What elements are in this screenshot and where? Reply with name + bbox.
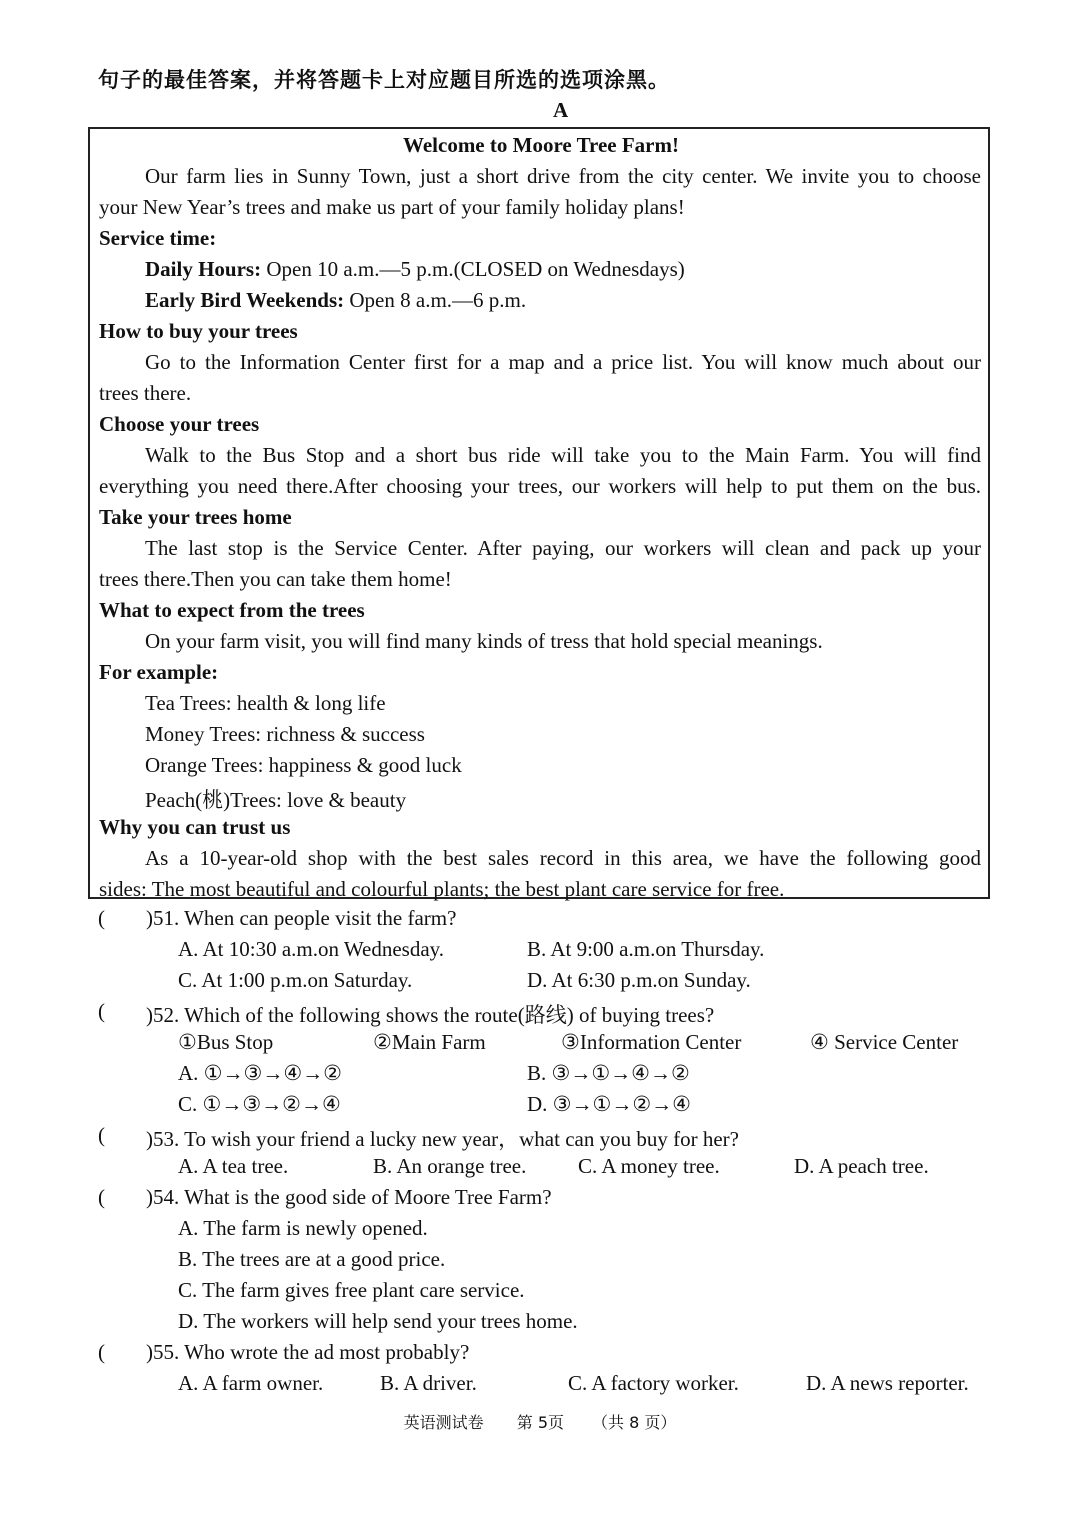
- instruction-text: 句子的最佳答案，并将答题卡上对应题目所选的选项涂黑。: [98, 68, 670, 92]
- example-heading: For example:: [99, 660, 219, 684]
- take-home-heading: Take your trees home: [99, 505, 292, 529]
- question-51-stem: )51. When can people visit the farm?: [146, 906, 457, 930]
- choose-heading: Choose your trees: [99, 412, 260, 436]
- example-item: Tea Trees: health & long life: [145, 691, 386, 715]
- question-54-stem: )54. What is the good side of Moore Tree Farm?: [146, 1185, 552, 1209]
- trust-line-2: sides: The most beautiful and colourful plants; the best plant care service for free.: [99, 877, 785, 901]
- example-item: Money Trees: richness & success: [145, 722, 425, 746]
- how-to-buy-heading: How to buy your trees: [99, 319, 298, 343]
- q54-option-c: C. The farm gives free plant care service.: [178, 1278, 525, 1302]
- q53-option-d: D. A peach tree.: [794, 1154, 929, 1178]
- q54-option-a: A. The farm is newly opened.: [178, 1216, 428, 1240]
- question-55-stem: )55. Who wrote the ad most probably?: [146, 1340, 470, 1364]
- daily-hours: [145, 257, 685, 282]
- q53-option-a: A. A tea tree.: [178, 1154, 289, 1178]
- q54-option-b: B. The trees are at a good price.: [178, 1247, 446, 1271]
- q52-item-bus-stop: ①Bus Stop: [178, 1030, 274, 1054]
- answer-blank-55: (: [98, 1340, 105, 1364]
- trust-line-1: As a 10-year-old shop with the best sales record in this area, we have the following good: [145, 846, 981, 870]
- expect-line-1: On your farm visit, you will find many kinds of tress that hold special meanings.: [145, 629, 823, 653]
- q52-option-d: D. ③→①→②→④: [527, 1092, 691, 1116]
- answer-blank-54: (: [98, 1185, 105, 1209]
- q53-option-b: B. An orange tree.: [373, 1154, 527, 1178]
- footer-subject: 英语测试卷: [403, 1413, 484, 1432]
- example-item: Orange Trees: happiness & good luck: [145, 753, 462, 777]
- ad-title: Welcome to Moore Tree Farm!: [403, 133, 679, 157]
- expect-heading: What to expect from the trees: [99, 598, 365, 622]
- early-bird: [145, 288, 526, 313]
- q52-option-b: B. ③→①→④→②: [527, 1061, 690, 1085]
- q52-option-c: C. ①→③→②→④: [178, 1092, 341, 1116]
- how-to-buy-line-2: trees there.: [99, 381, 192, 405]
- how-to-buy-line-1: Go to the Information Center first for a map and a price list. You will know much about our: [145, 350, 981, 374]
- answer-blank-53: (: [98, 1123, 105, 1147]
- footer-page: 第 5页: [516, 1413, 565, 1432]
- section-letter: A: [553, 98, 569, 122]
- page-footer: [0, 1410, 1080, 1433]
- q53-option-c: C. A money tree.: [578, 1154, 720, 1178]
- intro-line-1: Our farm lies in Sunny Town, just a short drive from the city center. We invite you to choose: [145, 164, 981, 188]
- q55-option-a: A. A farm owner.: [178, 1371, 324, 1395]
- q55-option-d: D. A news reporter.: [806, 1371, 969, 1395]
- ad-box: [88, 127, 990, 899]
- service-time-heading: Service time:: [99, 226, 217, 250]
- q55-option-c: C. A factory worker.: [568, 1371, 739, 1395]
- q52-item-information-center: ③Information Center: [561, 1030, 742, 1054]
- take-home-line-1: The last stop is the Service Center. After paying, our workers will clean and pack up your: [145, 536, 981, 560]
- q51-option-c: C. At 1:00 p.m.on Saturday.: [178, 968, 413, 992]
- early-bird-value: Open 8 a.m.—6 p.m.: [344, 288, 527, 312]
- q51-option-d: D. At 6:30 p.m.on Sunday.: [527, 968, 751, 992]
- footer-total: （共 8 页）: [592, 1413, 677, 1432]
- q51-option-b: B. At 9:00 a.m.on Thursday.: [527, 937, 765, 961]
- q52-item-service-center: ④ Service Center: [810, 1030, 959, 1054]
- choose-line-1: Walk to the Bus Stop and a short bus ride will take you to the Main Farm. You will find: [145, 443, 981, 467]
- q52-item-main-farm: ②Main Farm: [373, 1030, 486, 1054]
- take-home-line-2: trees there.Then you can take them home!: [99, 567, 452, 591]
- q51-option-a: A. At 10:30 a.m.on Wednesday.: [178, 937, 445, 961]
- intro-line-2: your New Year’s trees and make us part of your family holiday plans!: [99, 195, 685, 219]
- trust-heading: Why you can trust us: [99, 815, 291, 839]
- daily-hours-value: Open 10 a.m.—5 p.m.(CLOSED on Wednesdays): [261, 257, 685, 281]
- q52-option-a: A. ①→③→④→②: [178, 1061, 342, 1085]
- q54-option-d: D. The workers will help send your trees home.: [178, 1309, 578, 1333]
- question-53-stem: )53. To wish your friend a lucky new year，what can you buy for her?: [146, 1127, 739, 1151]
- early-bird-label: Early Bird Weekends:: [145, 288, 345, 312]
- q55-option-b: B. A driver.: [380, 1371, 477, 1395]
- example-item: Peach(桃)Trees: love & beauty: [145, 788, 407, 812]
- question-52-stem: )52. Which of the following shows the route(路线) of buying trees?: [146, 1003, 715, 1027]
- answer-blank-51: (: [98, 906, 105, 930]
- choose-line-2: everything you need there.After choosing your trees, our workers will help to put them on the bus.: [99, 474, 981, 498]
- daily-hours-label: Daily Hours:: [145, 257, 262, 281]
- answer-blank-52: (: [98, 999, 105, 1023]
